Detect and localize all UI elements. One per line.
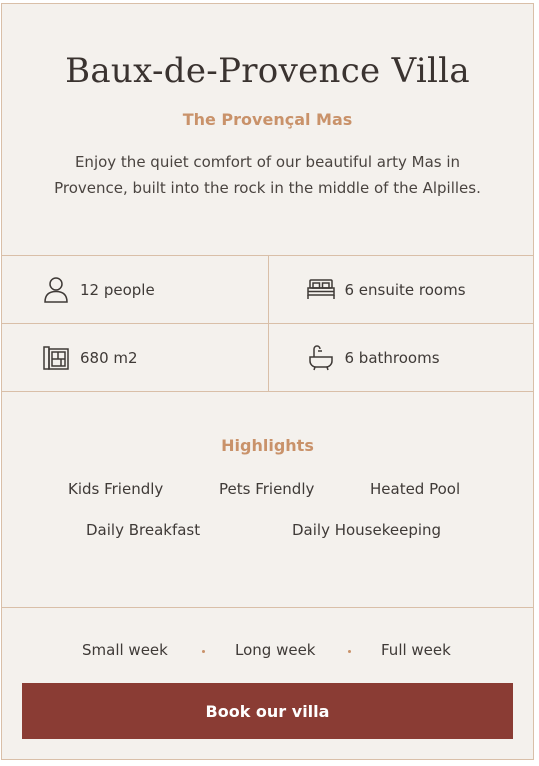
- villa-card: [1, 3, 534, 760]
- bathtub-icon: [307, 344, 335, 372]
- feature-capacity: [2, 256, 268, 323]
- highlight-item: Daily Housekeeping: [292, 521, 442, 539]
- villa-description: Enjoy the quiet comfort of our beautiful arty Mas in Provence, built into the rock in the middle of the Alpilles.: [54, 153, 481, 197]
- highlights-list: [2, 477, 533, 567]
- highlights-section: [2, 392, 533, 608]
- feature-label: 680 m2: [80, 348, 138, 367]
- features-grid: [2, 255, 533, 392]
- person-icon: [42, 276, 70, 304]
- highlight-item: Daily Breakfast: [86, 521, 201, 539]
- separator-dot: [202, 650, 205, 653]
- features-row: [2, 256, 533, 324]
- feature-label: 6 ensuite rooms: [344, 280, 466, 299]
- feature-rooms: [268, 256, 534, 323]
- villa-subtitle: The Provençal Mas: [182, 110, 353, 129]
- feature-area: [2, 324, 268, 391]
- features-row: [2, 324, 533, 392]
- highlight-item: Kids Friendly: [68, 480, 164, 498]
- duration-long-week[interactable]: Long week: [235, 641, 316, 659]
- feature-label: 12 people: [80, 280, 155, 299]
- separator-dot: [348, 650, 351, 653]
- highlight-item: Pets Friendly: [219, 480, 315, 498]
- duration-small-week[interactable]: Small week: [82, 641, 168, 659]
- duration-options: [2, 608, 533, 678]
- villa-title: Baux-de-Provence Villa: [65, 51, 470, 91]
- highlights-title: Highlights: [221, 436, 314, 455]
- duration-full-week[interactable]: Full week: [381, 641, 451, 659]
- floorplan-icon: [42, 344, 70, 372]
- book-villa-button[interactable]: Book our villa: [22, 683, 513, 739]
- villa-intro: [2, 4, 533, 255]
- feature-bathrooms: [268, 324, 534, 391]
- bed-icon: [307, 276, 335, 304]
- highlight-item: Heated Pool: [370, 480, 461, 498]
- feature-label: 6 bathrooms: [344, 348, 440, 367]
